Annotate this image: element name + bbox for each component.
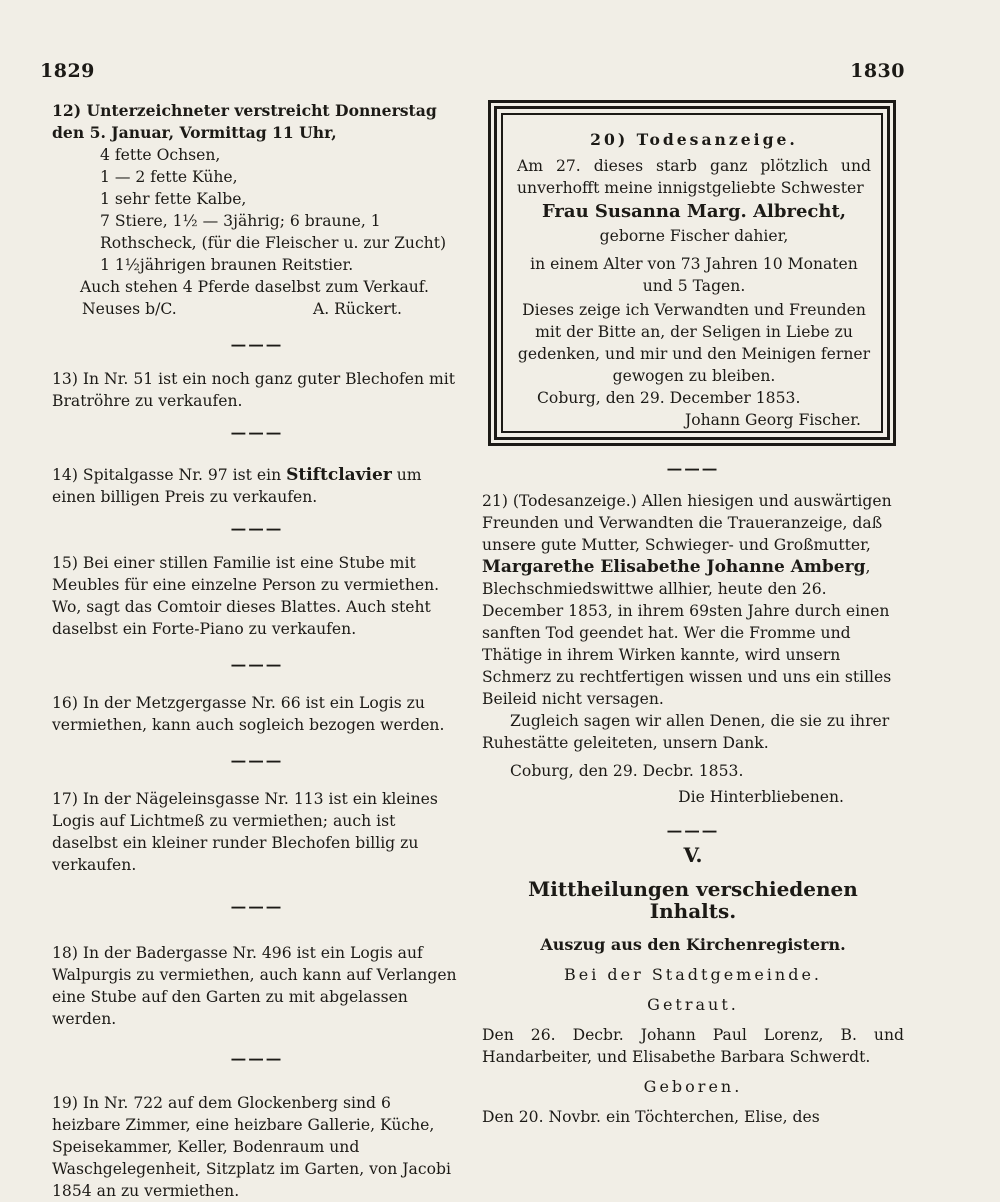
ad-13-text: 13) In Nr. 51 ist ein noch ganz guter Blechofen mit Bratröhre zu verkaufen.: [52, 370, 456, 410]
ad-13: [52, 368, 462, 444]
getraut-entry: Den 26. Decbr. Johann Paul Lorenz, B. und Handarbeiter, und Elisabethe Barbara Schwerdt.: [482, 1026, 904, 1066]
ad-12: [52, 100, 462, 356]
ad-12-item: 4 fette Ochsen,: [100, 146, 221, 164]
ad-21-text: [482, 490, 904, 710]
separator: ———: [666, 459, 720, 478]
ad-14-bold: Stiftclavier: [286, 465, 392, 485]
separator: ———: [666, 821, 720, 840]
geboren-entry: Den 20. Novbr. ein Töchterchen, Elise, des: [482, 1108, 820, 1126]
ad-16: [52, 692, 462, 772]
ad-19: [52, 1092, 462, 1202]
ad-17-text: 17) In der Nägeleinsgasse Nr. 113 ist ein kleines Logis auf Lichtmeß zu vermiethen; auch ist daselbst ein kleiner runder Blechofen billig zu verkaufen.: [52, 790, 438, 874]
separator: ———: [230, 655, 284, 674]
ad-20-title: 20) Todesanzeige.: [590, 130, 798, 149]
ad-17: [52, 788, 462, 918]
section-numeral: V.: [683, 843, 703, 867]
section-subtitle: Auszug aus den Kirchenregistern.: [540, 935, 846, 954]
right-column: [482, 100, 904, 1128]
ad-20-body: Dieses zeige ich Verwandten und Freunden mit der Bitte an, der Seligen in Liebe zu gedenken, und mir und den Meinigen ferner gewogen zu bleiben.: [517, 301, 871, 385]
separator: ———: [230, 519, 284, 538]
ad-18: [52, 942, 462, 1070]
left-column: [52, 100, 462, 1202]
ad-12-item: 1 sehr fette Kalbe,: [100, 190, 247, 208]
ad-20-signer: Johann Georg Fischer.: [684, 411, 861, 429]
section-title: Mittheilungen verschiedenen Inhalts.: [528, 877, 858, 923]
ad-21-post: , Blechschmiedswittwe allhier, heute den 26. December 1853, in ihrem 69sten Jahre durch einen sanften Tod geendet hat. Wer die Fromme und Thätige in ihrem Wirken kannte, wird unsern Schmerz zu rechtfertigen wissen und uns ein stilles Beileid nicht versagen.: [482, 558, 892, 708]
ad-12-item: 1 1½jährigen braunen Reitstier.: [100, 256, 354, 274]
separator: ———: [230, 335, 284, 354]
ad-12-note: Auch stehen 4 Pferde daselbst zum Verkauf.: [80, 278, 429, 296]
ad-20-date: Coburg, den 29. December 1853.: [537, 389, 801, 407]
ad-12-signature: [52, 298, 462, 320]
ad-21: [482, 490, 904, 808]
ad-21-date: Coburg, den 29. Decbr. 1853.: [510, 762, 744, 780]
ad-15: [52, 552, 462, 676]
obituary-box-20: [488, 100, 896, 446]
ad-21-thanks: Zugleich sagen wir allen Denen, die sie zu ihrer Ruhestätte geleiteten, unsern Dank.: [482, 712, 890, 752]
ad-20-age: in einem Alter von 73 Jahren 10 Monaten und 5 Tagen.: [530, 255, 858, 295]
ad-20-line1: Am 27. dieses starb ganz plötzlich und unverhofft meine innigstgeliebte Schwester: [517, 157, 871, 197]
ad-12-intro: 12) Unterzeichneter verstreicht Donnerstag den 5. Januar, Vormittag 11 Uhr,: [52, 101, 437, 142]
ad-12-place: Neuses b/C.: [82, 300, 177, 318]
ad-14-pre: 14) Spitalgasse Nr. 97 ist ein: [52, 466, 287, 484]
ad-20-name: Frau Susanna Marg. Albrecht,: [541, 201, 847, 222]
separator: ———: [230, 1049, 284, 1068]
ad-14: [52, 464, 462, 540]
ad-12-item: 7 Stiere, 1½ — 3jährig; 6 braune, 1 Rothscheck, (für die Fleischer u. zur Zucht): [100, 212, 447, 252]
ad-14-post: um einen billigen Preis zu verkaufen.: [52, 466, 422, 506]
section-v: [482, 844, 904, 1128]
page-number-left: 1829: [40, 60, 95, 82]
ad-16-text: 16) In der Metzgergasse Nr. 66 ist ein Logis zu vermiethen, kann auch sogleich bezogen werden.: [52, 694, 445, 734]
ad-21-signer: Die Hinterbliebenen.: [678, 788, 844, 806]
ad-18-text: 18) In der Badergasse Nr. 496 ist ein Logis auf Walpurgis zu vermiethen, auch kann auf Verlangen eine Stube auf den Garten zu mit abgelassen werden.: [52, 944, 457, 1028]
ad-19-text: 19) In Nr. 722 auf dem Glockenberg sind 6 heizbare Zimmer, eine heizbare Gallerie, Küche, Speisekammer, Keller, Bodenraum und Waschgelegenheit, Sitzplatz im Garten, von Jacobi 1854 an zu vermiethen.: [52, 1094, 451, 1200]
ad-12-signer: A. Rückert.: [312, 300, 402, 318]
parish-heading: Bei der Stadtgemeinde.: [563, 965, 823, 984]
getraut-heading: Getraut.: [647, 995, 739, 1014]
page-number-right: 1830: [850, 60, 905, 82]
separator: ———: [230, 423, 284, 442]
ad-21-name: Margarethe Elisabethe Johanne Amberg: [482, 557, 866, 577]
ad-14-text: [52, 464, 462, 508]
separator: ———: [230, 751, 284, 770]
ad-20-born: geborne Fischer dahier,: [599, 227, 789, 245]
geboren-heading: Geboren.: [643, 1077, 743, 1096]
ad-21-pre: 21) (Todesanzeige.) Allen hiesigen und auswärtigen Freunden und Verwandten die Traueranzeige, daß unsere gute Mutter, Schwieger- und Großmutter,: [482, 492, 892, 554]
ad-15-text: 15) Bei einer stillen Familie ist eine Stube mit Meubles für eine einzelne Person zu vermiethen. Wo, sagt das Comtoir dieses Blattes. Auch steht daselbst ein Forte-Piano zu verkaufen.: [52, 554, 440, 638]
separator: ———: [230, 897, 284, 916]
ad-12-item: 1 — 2 fette Kühe,: [100, 168, 238, 186]
